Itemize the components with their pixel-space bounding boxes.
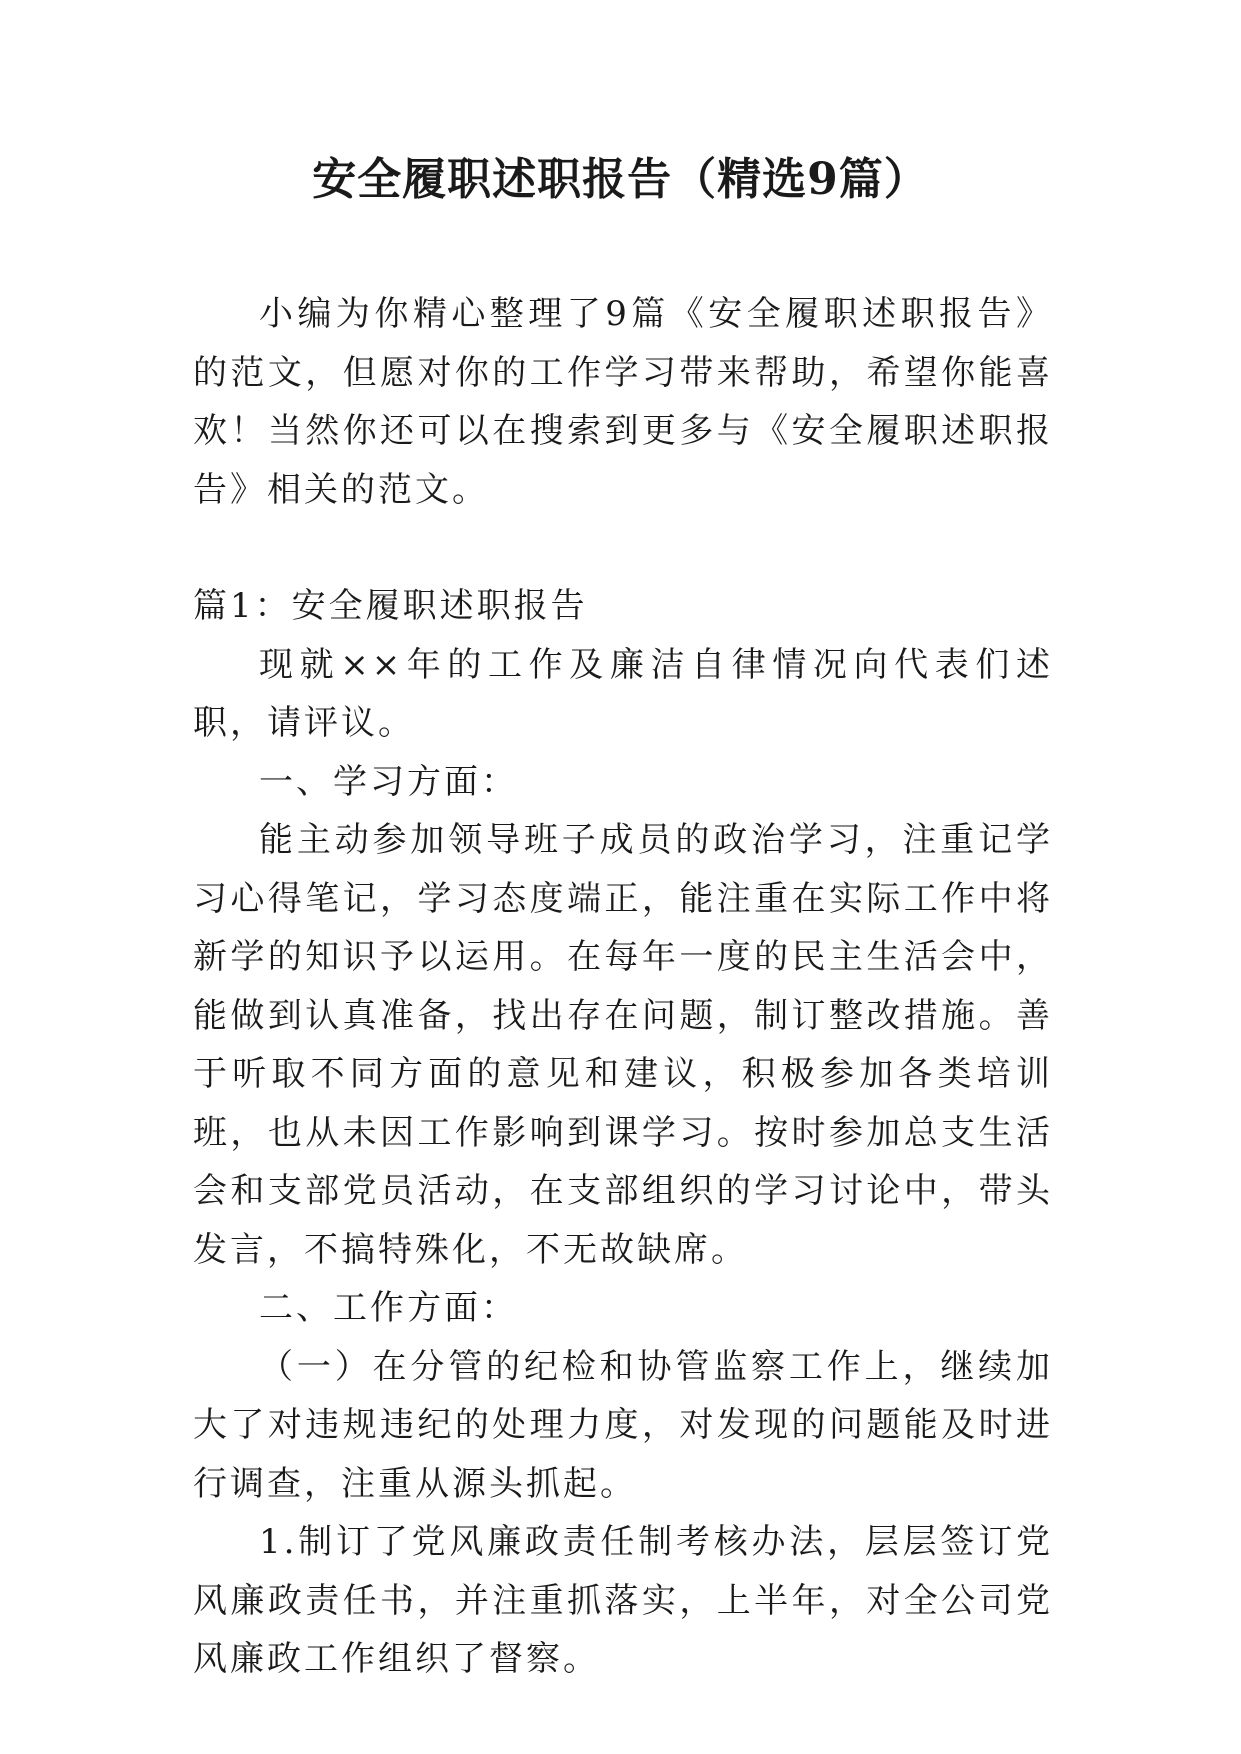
paragraph-opening: 现就××年的工作及廉洁自律情况向代表们述职，请评议。 [193, 644, 1053, 743]
document-body [193, 285, 1053, 1689]
document-title: 安全履职述职报告（精选9篇） [312, 154, 929, 205]
intro-paragraph: 小编为你精心整理了9篇《安全履职述职报告》的范文，但愿对你的工作学习带来帮助，希望你能喜欢！当然你还可以在搜索到更多与《安全履职述职报告》相关的范文。 [193, 294, 1053, 510]
paragraph-work-1-item-1: 1.制订了党风廉政责任制考核办法，层层签订党风廉政责任书，并注重抓落实，上半年，对全公司党风廉政工作组织了督察。 [193, 1522, 1053, 1679]
heading-study: 一、学习方面： [259, 761, 518, 802]
heading-work: 二、工作方面： [259, 1288, 518, 1328]
paragraph-study: 能主动参加领导班子成员的政治学习，注重记学习心得笔记，学习态度端正，能注重在实际工作中将新学的知识予以运用。在每年一度的民主生活会中，能做到认真准备，找出存在问题，制订整改措施。善于听取不同方面的意见和建议，积极参加各类培训班，也从未因工作影响到课学习。按时参加总支生活会和支部党员活动，在支部组织的学习讨论中，带头发言，不搞特殊化，不无故缺席。 [193, 820, 1053, 1270]
section-heading: 篇1：安全履职述职报告 [193, 586, 588, 626]
paragraph-work-1: （一）在分管的纪检和协管监察工作上，继续加大了对违规违纪的处理力度，对发现的问题能及时进行调查，注重从源头抓起。 [193, 1346, 1053, 1504]
